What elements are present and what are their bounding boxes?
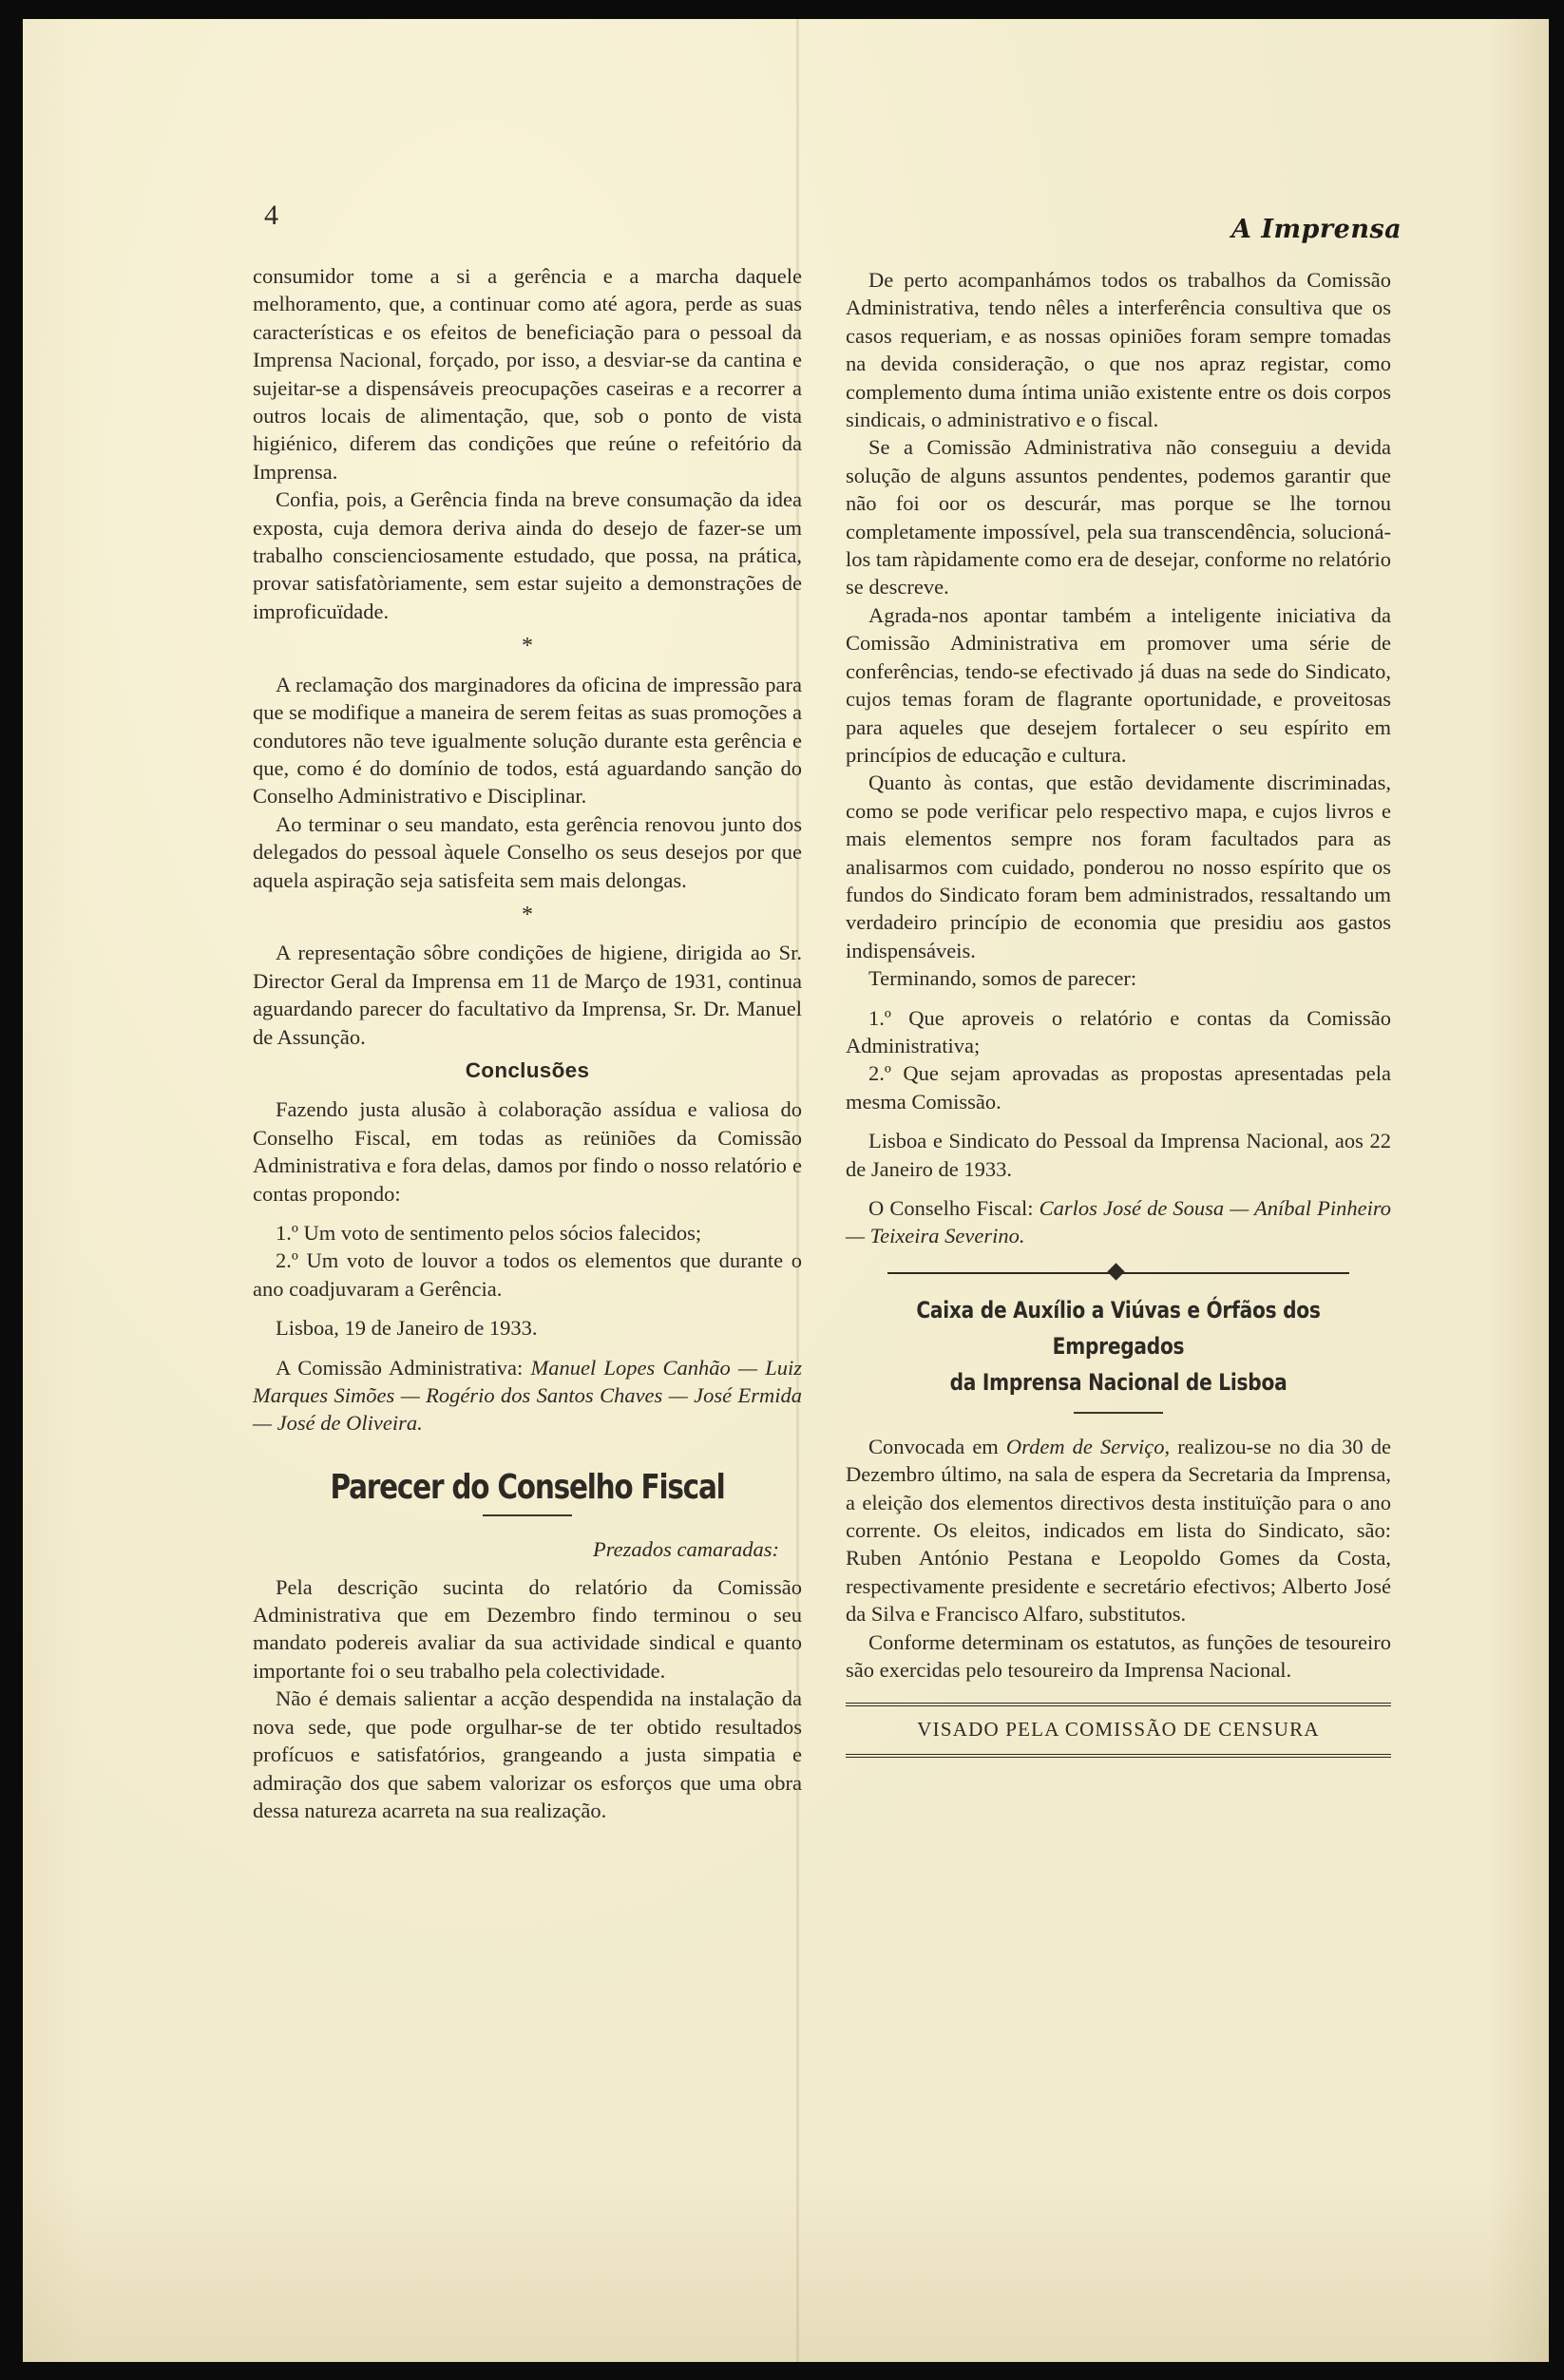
list-item: 1.º Um voto de sentimento pelos sócios falecidos; [276,1221,702,1245]
paragraph: A representação sôbre condições de higiene, dirigida ao Sr. Director Geral da Imprensa em 11 de Março de 1931, continua aguardando parecer do facultativo da Imprensa, Sr. Dr. Manuel de Assunção. [253,941,802,1049]
paragraph: Fazendo justa alusão à colaboração assídua e valiosa do Conselho Fiscal, em todas as reüniões da Comissão Administrativa e fora delas, damos por findo o nosso relatório e contas propondo: [253,1097,802,1206]
paragraph: De perto acompanhámos todos os trabalhos da Comissão Administrativa, tendo nêles a interferência consultiva que os casos requeriam, e as nossas opiniões foram sempre tomadas na devida consideração, o que nos apraz registar, como complemento duma íntima união existente entre os dois corpos sindicais, o administrativo e o fiscal. [846,268,1391,432]
left-column [253,262,802,1824]
salutation: Prezados camaradas: [592,1537,779,1562]
parecer-heading: Parecer do Conselho Fiscal [330,1467,725,1507]
paragraph: Terminando, somos de parecer: [868,966,1137,991]
signature-names: Manuel Lopes Canhão — Luiz Marques Simões — Rogério dos Santos Chaves — José Ermida — José de Oliveira. [253,1355,802,1436]
signature-lead: O Conselho Fiscal: [868,1196,1034,1220]
censorship-stamp: VISADO PELA COMISSÃO DE CENSURA [846,1703,1391,1757]
signature-lead: A Comissão Administrativa: [276,1355,524,1380]
list-item: 2.º Que sejam aprovadas as propostas apresentadas pela mesma Comissão. [846,1061,1391,1114]
list-item: 2.º Um voto de louvor a todos os elementos que durante o ano coadjuvaram a Gerência. [253,1248,802,1301]
paragraph: Quanto às contas, que estão devidamente discriminadas, como se pode verificar pelo respectivo mapa, e cujos livros e mais elementos sempre nos foram facultados para as analisarmos com cuidado, ponderou no nosso espírito que os fundos do Sindicato foram bem administrados, ressaltando um verdadeiro princípio de economia que presidiu aos gastos indispensáveis. [846,771,1391,962]
diamond-ornament-icon [1107,1263,1124,1280]
paragraph: Conforme determinam os estatutos, as funções de tesoureiro são exercidas pelo tesoureiro da Imprensa Nacional. [846,1629,1391,1683]
conclusions-heading: Conclusões [465,1057,590,1082]
list-item: 1.º Que aproveis o relatório e contas da Comissão Administrativa; [846,1005,1391,1057]
paragraph: Não é demais salientar a acção despendida na instalação da nova sede, que pode orgulhar-se de ter obtido resultados profícuos e satisfatórios, grangeando a justa simpatia e admiração dos que sabem valorizar os esforços que uma obra dessa natureza acarreta na sua realização. [253,1686,802,1822]
signature-names: Carlos José de Sousa — Aníbal Pinheiro — Teixeira Severino. [846,1196,1392,1248]
section-separator-asterisk: * [522,634,533,659]
masthead-title: A Imprensa [1231,215,1402,244]
proposals-list [253,1219,802,1303]
section-separator-asterisk: * [522,902,533,927]
ornamental-divider [859,1264,1378,1283]
paragraph: Convocada em Ordem de Serviço, realizou-se no dia 30 de Dezembro último, na sala de espera da Secretaria da Imprensa, a eleição dos elementos directivos desta instituïção para o ano corrente. Os eleitos, indicados em lista do Sindicato, são: Ruben António Pestana e Leopoldo Gomes da Costa, respectivamente presidente e secretário efectivos; Alberto José da Silva e Francisco Alfaro, substitutos. [846,1434,1391,1627]
caixa-heading-line: Caixa de Auxílio a Viúvas e Órfãos dos Empregados [916,1296,1321,1360]
dateline: Lisboa, 19 de Janeiro de 1933. [276,1316,538,1341]
signature-block [253,1354,802,1438]
dateline: Lisboa e Sindicato do Pessoal da Imprensa Nacional, aos 22 de Janeiro de 1933. [846,1129,1391,1181]
page-number: 4 [264,200,278,231]
paragraph: Ao terminar o seu mandato, esta gerência renovou junto dos delegados do pessoal àquele Conselho os seus desejos por que aquela aspiração seja satisfeita sem mais delongas. [253,811,802,892]
right-column [846,266,1391,1758]
paragraph: Confia, pois, a Gerência finda na breve consumação da idea exposta, cuja demora deriva ainda do desejo de fazer-se um trabalho conscienciosamente estudado, que possa, na prática, provar satisfatòriamente, sem estar sujeito a demonstrações de improficuïdade. [253,487,802,623]
caixa-heading [889,1292,1347,1400]
paragraph: Agrada-nos apontar também a inteligente iniciativa da Comissão Administrativa em promover uma série de conferências, tendo-se efectivado já duas na sede do Sindicato, cujos temas foram de flagrante oportunidade, e proveitosas para aqueles que desejem fortalecer o seu espírito em princípios de educação e cultura. [846,602,1391,767]
heading-rule [483,1514,572,1516]
heading-rule [1074,1412,1163,1414]
paragraph: consumidor tome a si a gerência e a marcha daquele melhoramento, que, a continuar como até agora, perde as suas características e os efeitos de beneficiação para o pessoal da Imprensa Nacional, forçado, por isso, a desviar-se da cantina e sujeitar-se a dispensáveis preocupações caseiras e a recorrer a outros locais de alimentação, que, sob o ponto de vista higiénico, diferem das condições que reúne o refeitório da Imprensa. [253,264,802,484]
caixa-heading-line: da Imprensa Nacional de Lisboa [949,1368,1287,1396]
paragraph: A reclamação dos marginadores da oficina de impressão para que se modifique a maneira de serem feitas as suas promoções a condutores não teve igualmente solução durante esta gerência e que, como é do domínio de todos, está aguardando sanção do Conselho Administrativo e Disciplinar. [253,672,802,809]
paragraph: Pela descrição sucinta do relatório da Comissão Administrativa que em Dezembro findo terminou o seu mandato podereis avaliar da sua actividade sindical e quanto importante foi o seu trabalho pela colectividade. [253,1574,802,1683]
signature-block [846,1194,1391,1250]
paragraph: Se a Comissão Administrativa não conseguiu a devida solução de alguns assuntos pendentes, podemos garantir que não foi oor os descurár, mas porque se lhe tornou completamente impossível, pela sua transcendência, solucioná-los tam ràpidamente como era de desejar, conforme no relatório se descreve. [846,435,1391,600]
opinion-list [846,1004,1391,1116]
